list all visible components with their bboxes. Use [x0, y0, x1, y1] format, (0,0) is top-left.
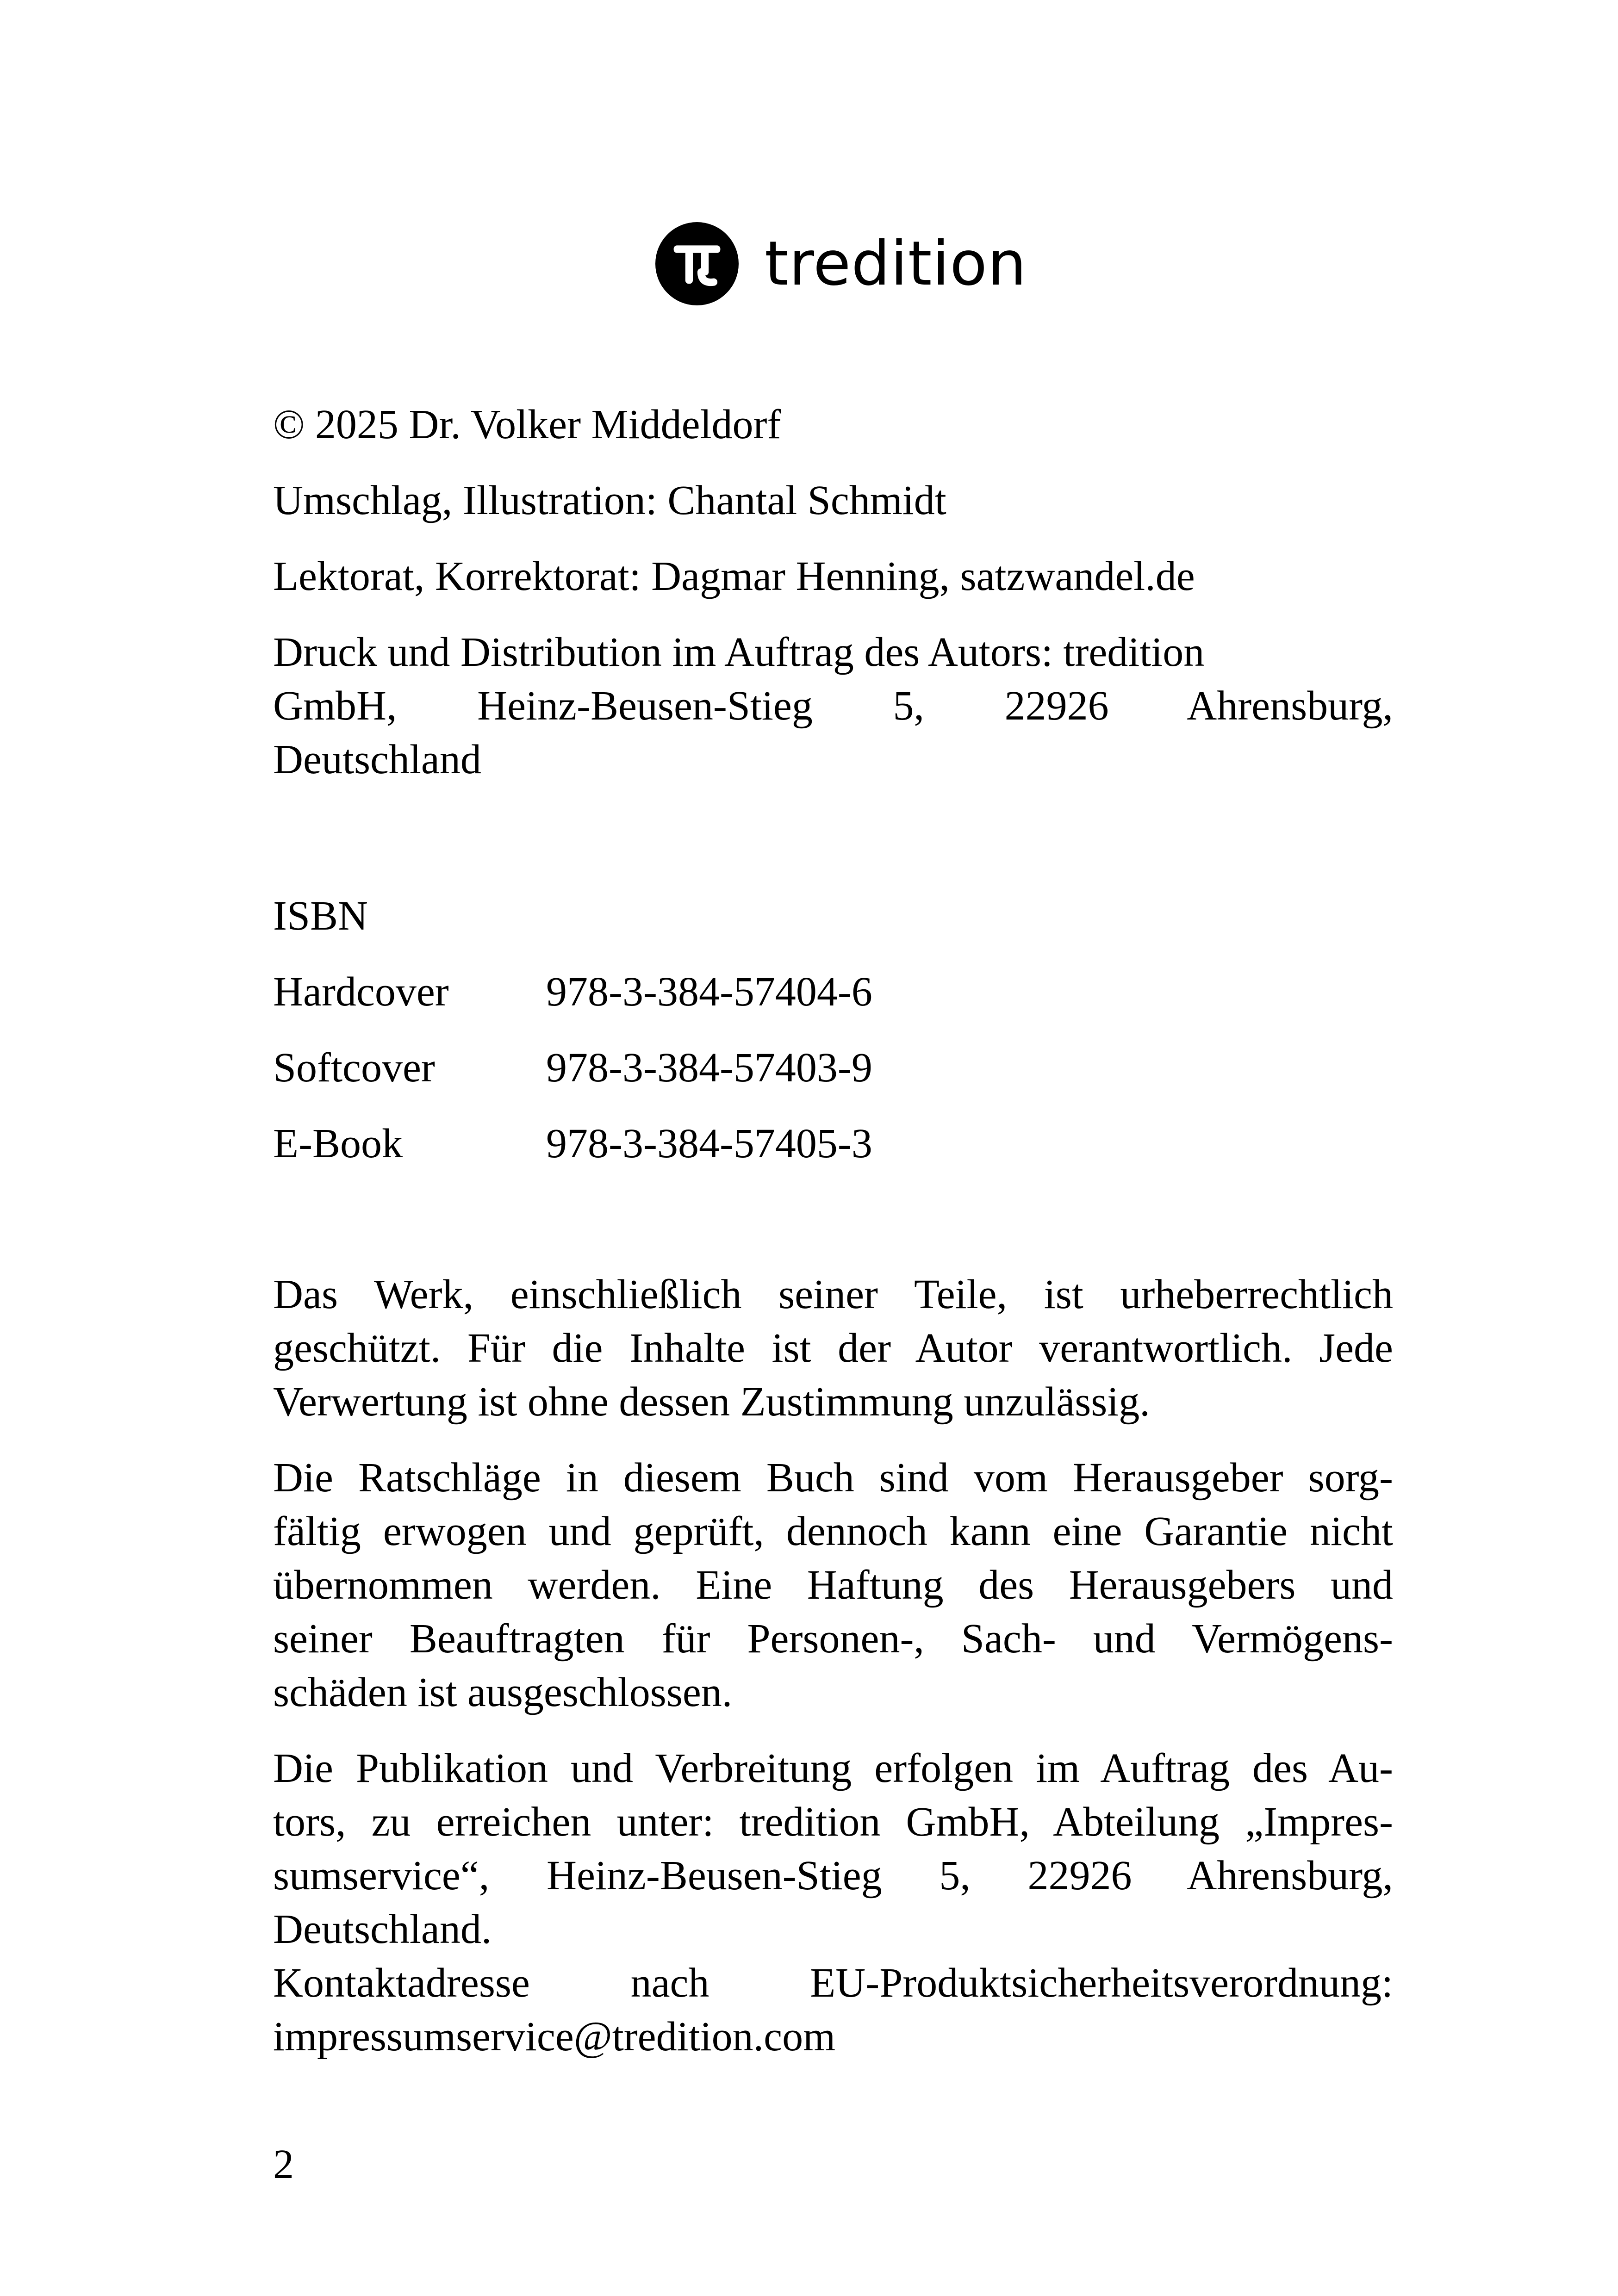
- text-line: Kontaktadresse nach EU-Produktsicherheitsverordnung:: [273, 1960, 1393, 2006]
- editing-credit: Lektorat, Korrektorat: Dagmar Henning, satzwandel.de: [273, 553, 1195, 599]
- text-line: Die Ratschläge in diesem Buch sind vom Herausgeber sorg-: [273, 1455, 1393, 1501]
- text-line: übernommen werden. Eine Haftung des Herausgebers und: [273, 1562, 1393, 1608]
- cover-credit: Umschlag, Illustration: Chantal Schmidt: [273, 478, 946, 523]
- print-line-2: GmbH, Heinz-Beusen-Stieg 5, 22926 Ahrensburg,: [273, 683, 1393, 729]
- legal-paragraph-3: [273, 1742, 1393, 2064]
- publisher-name: tredition: [765, 228, 1027, 299]
- text-line: sumservice“, Heinz-Beusen-Stieg 5, 22926 Ahrensburg,: [273, 1853, 1393, 1899]
- isbn-number: 978-3-384-57403-9: [546, 1045, 872, 1091]
- text-line: geschützt. Für die Inhalte ist der Autor verantwortlich. Jede: [273, 1325, 1393, 1371]
- legal-paragraph-1: [273, 1268, 1393, 1429]
- isbn-row: [273, 965, 1393, 1019]
- isbn-row: [273, 1041, 1393, 1095]
- legal-notice: [273, 1268, 1393, 2064]
- isbn-type: Softcover: [273, 1045, 435, 1091]
- isbn-row: [273, 1117, 1393, 1171]
- legal-paragraph-2: [273, 1451, 1393, 1719]
- text-line: tors, zu erreichen unter: tredition GmbH, Abteilung „Impres-: [273, 1799, 1393, 1845]
- isbn-block: [273, 889, 1393, 1171]
- text-line: Die Publikation und Verbreitung erfolgen im Auftrag des Au-: [273, 1745, 1393, 1791]
- print-line-1: Druck und Distribution im Auftrag des Autors: tredition: [273, 629, 1205, 675]
- isbn-heading: ISBN: [273, 893, 368, 939]
- isbn-type: E-Book: [273, 1121, 403, 1167]
- print-line-3: Deutschland: [273, 737, 481, 782]
- imprint-block: [273, 398, 1393, 787]
- isbn-number: 978-3-384-57404-6: [546, 969, 872, 1015]
- isbn-type: Hardcover: [273, 969, 449, 1015]
- tredition-logo-icon: [655, 222, 739, 305]
- text-line: Das Werk, einschließlich seiner Teile, ist urheberrechtlich: [273, 1272, 1393, 1317]
- text-line: seiner Beauftragten für Personen-, Sach- und Vermögens-: [273, 1616, 1393, 1662]
- copyright-line: © 2025 Dr. Volker Middeldorf: [273, 402, 781, 447]
- text-line: Verwertung ist ohne dessen Zustimmung unzulässig.: [273, 1379, 1150, 1425]
- text-line: Deutschland.: [273, 1906, 492, 1952]
- contact-email: impressumservice@tredition.com: [273, 2014, 836, 2060]
- text-line: fältig erwogen und geprüft, dennoch kann eine Garantie nicht: [273, 1508, 1393, 1554]
- text-line: schäden ist ausgeschlossen.: [273, 1669, 733, 1715]
- page-number: 2: [273, 2141, 294, 2187]
- publisher-logo: [655, 222, 1027, 305]
- isbn-number: 978-3-384-57405-3: [546, 1121, 872, 1167]
